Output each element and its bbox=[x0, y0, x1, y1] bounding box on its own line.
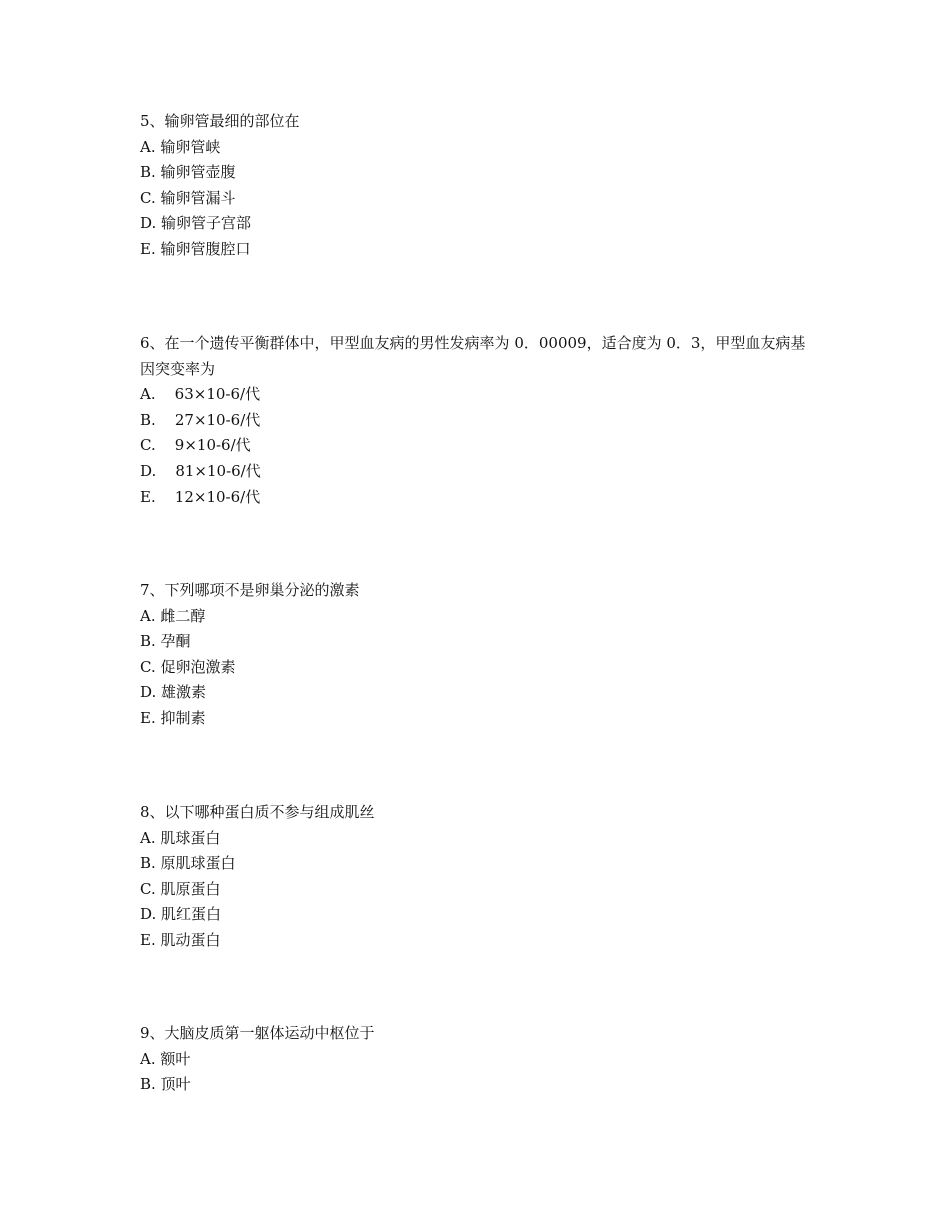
option-b: B. 孕酮 bbox=[140, 632, 191, 651]
option-a: A. 额叶 bbox=[140, 1049, 191, 1068]
option-e: E. 12×10-6/代 bbox=[140, 487, 261, 506]
option-a: A. 63×10-6/代 bbox=[140, 385, 261, 404]
option-c: C. 9×10-6/代 bbox=[140, 436, 251, 455]
option-a: A. 输卵管峡 bbox=[140, 137, 221, 156]
question-title: 5、输卵管最细的部位在 bbox=[140, 112, 300, 130]
option-a: A. 雌二醇 bbox=[140, 606, 206, 625]
question-5 bbox=[140, 109, 810, 263]
option-d: D. 肌红蛋白 bbox=[140, 905, 222, 924]
option-b: B. 原肌球蛋白 bbox=[140, 854, 236, 873]
question-9 bbox=[140, 1021, 810, 1098]
question-title: 6、在一个遗传平衡群体中，甲型血友病的男性发病率为 0．00009，适合度为 0．3，甲型血友病基因突变率为 bbox=[140, 334, 806, 378]
option-c: C. 肌原蛋白 bbox=[140, 879, 221, 898]
question-8 bbox=[140, 800, 810, 954]
option-e: E. 肌动蛋白 bbox=[140, 930, 221, 949]
option-b: B. 27×10-6/代 bbox=[140, 410, 261, 429]
option-b: B. 顶叶 bbox=[140, 1075, 191, 1094]
option-c: C. 促卵泡激素 bbox=[140, 657, 236, 676]
question-title: 8、以下哪种蛋白质不参与组成肌丝 bbox=[140, 803, 375, 821]
option-d: D. 输卵管子宫部 bbox=[140, 214, 252, 233]
option-b: B. 输卵管壶腹 bbox=[140, 163, 236, 182]
question-6 bbox=[140, 331, 810, 510]
question-title: 9、大脑皮质第一躯体运动中枢位于 bbox=[140, 1024, 375, 1042]
option-d: D. 雄激素 bbox=[140, 683, 207, 702]
option-a: A. 肌球蛋白 bbox=[140, 828, 221, 847]
question-7 bbox=[140, 578, 810, 732]
option-e: E. 输卵管腹腔口 bbox=[140, 239, 251, 258]
option-c: C. 输卵管漏斗 bbox=[140, 188, 236, 207]
option-d: D. 81×10-6/代 bbox=[140, 461, 261, 480]
option-e: E. 抑制素 bbox=[140, 708, 206, 727]
question-title: 7、下列哪项不是卵巢分泌的激素 bbox=[140, 581, 360, 599]
